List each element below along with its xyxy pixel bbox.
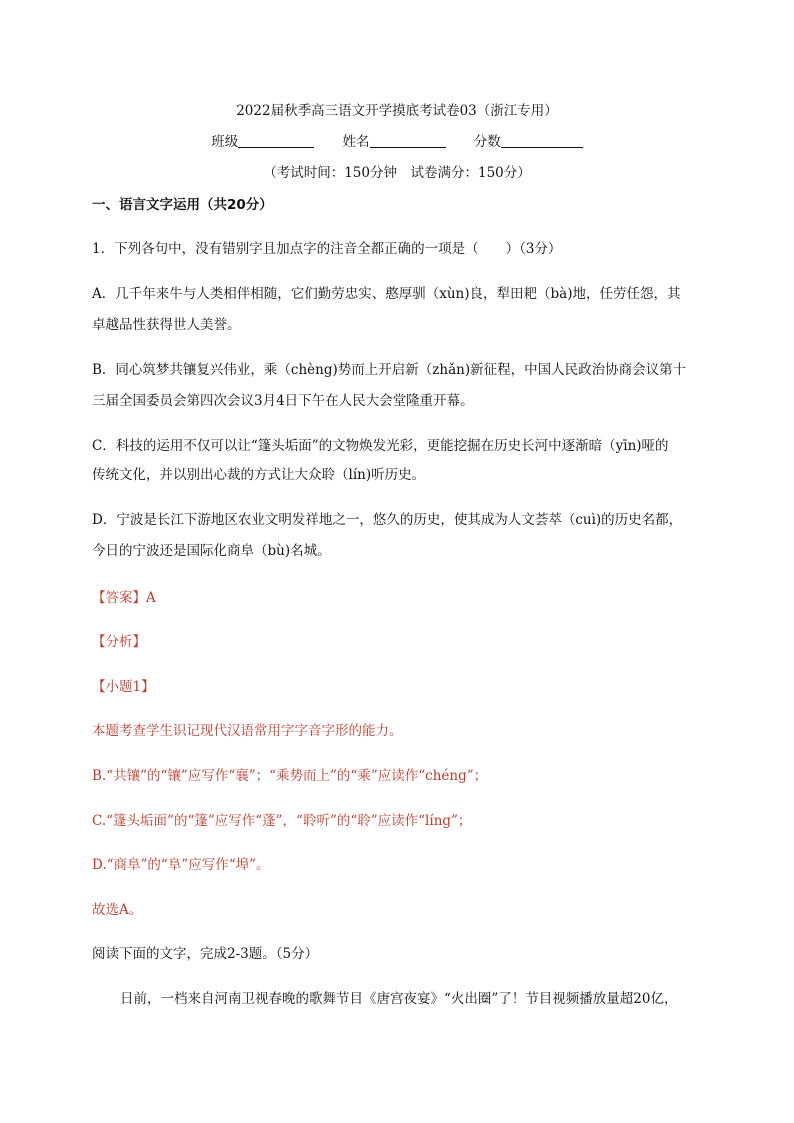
analysis-line-b: B.“共镶”的“镶”应写作“襄”；“乘势而上”的“乘”应读作“chéng”； <box>92 768 488 784</box>
option-c-line-2: 传统文化，并以别出心裁的方式让大众聆（lín)听历史。 <box>92 467 426 483</box>
subquestion-label: 【小题1】 <box>92 679 155 695</box>
reading-intro: 阅读下面的文字，完成2-3题。（5分） <box>92 946 319 962</box>
option-b-line-1: B．同心筑梦共镶复兴伟业，乘（chèng)势而上开启新（zhǎn)新征程，中国人民政治协商会议第十 <box>92 362 687 378</box>
exam-info: （考试时间：150分钟 试卷满分：150分） <box>263 165 531 181</box>
analysis-label: 【分析】 <box>92 634 146 650</box>
exam-title: 2022届秋季高三语文开学摸底考试卷03（浙江专用） <box>236 103 558 119</box>
analysis-line-c: C.“篷头垢面”的“篷”应写作“蓬”，“聆听”的“聆”应读作“líng”； <box>92 813 472 829</box>
option-a-line-1: A．几千年来牛与人类相伴相随，它们勤劳忠实、憨厚驯（xùn)良，犁田耙（bà)地，任劳任怨，其 <box>92 286 681 302</box>
option-d-line-1: D．宁波是长江下游地区农业文明发祥地之一，悠久的历史，使其成为人文荟萃（cuì)的历史名都， <box>92 512 683 528</box>
section-heading: 一、语言文字运用（共20分） <box>92 197 273 213</box>
option-d-line-2: 今日的宁波还是国际化商阜（bù)名城。 <box>92 543 331 559</box>
option-b-line-2: 三届全国委员会第四次会议3月4日下午在人民大会堂隆重开幕。 <box>92 393 474 409</box>
name-field[interactable]: 姓名 <box>343 133 446 151</box>
question-1-stem: 1．下列各句中，没有错别字且加点字的注音全都正确的一项是（ ）（3分） <box>92 241 562 257</box>
answer-label: 【答案】A <box>92 590 156 606</box>
option-a-line-2: 卓越品性获得世人美誉。 <box>92 317 241 333</box>
score-field[interactable]: 分数 <box>474 133 583 151</box>
option-c-line-1: C．科技的运用不仅可以让“篷头垢面”的文物焕发光彩，更能挖掘在历史长河中逐渐暗（yīn)哑的 <box>92 438 669 454</box>
class-field[interactable]: 班级 <box>211 133 314 151</box>
analysis-line-d: D.“商阜”的“阜”应写作“埠”。 <box>92 857 270 873</box>
analysis-conclusion: 故选A。 <box>92 902 143 918</box>
student-info-fields <box>0 133 794 151</box>
analysis-explain: 本题考查学生识记现代汉语常用字字音字形的能力。 <box>92 723 403 739</box>
reading-paragraph: 日前，一档来自河南卫视春晚的歌舞节目《唐宫夜宴》“火出圈”了！节目视频播放量超20亿， <box>120 991 678 1007</box>
